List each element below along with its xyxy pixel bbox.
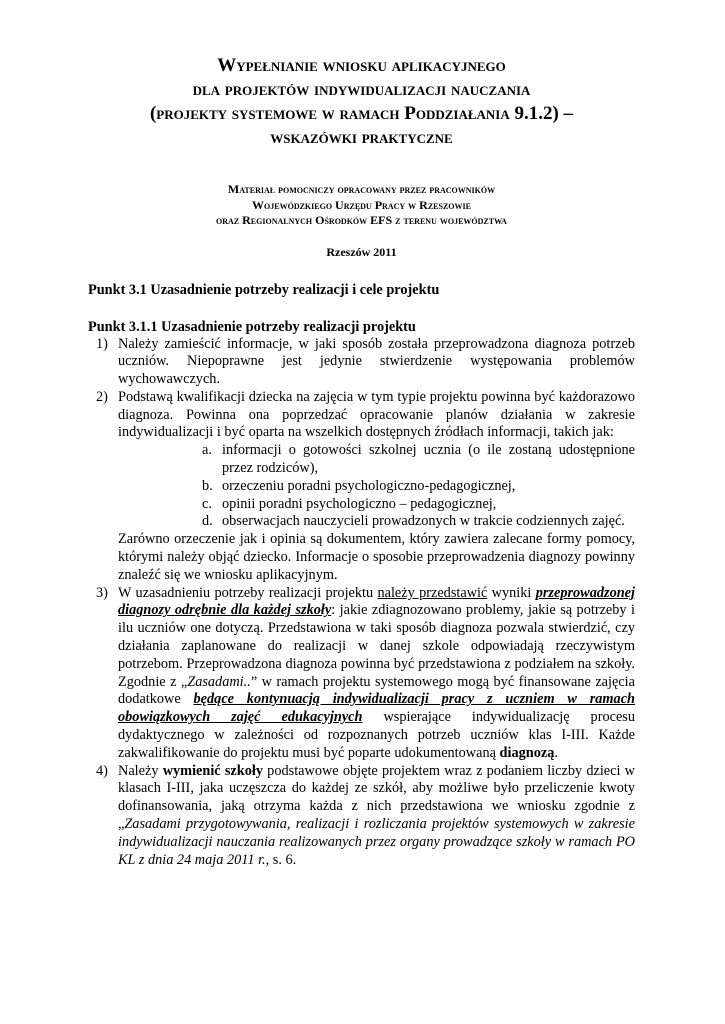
- underlined-phrase: należy przedstawić: [377, 584, 488, 601]
- sub-list-item: [202, 442, 635, 478]
- text-run: Należy: [118, 762, 163, 779]
- requirements-list: [88, 336, 635, 870]
- place-date: Rzeszów 2011: [326, 244, 397, 259]
- subtitle-line: Materiał pomocniczy opracowany przez pracowników: [227, 182, 496, 196]
- item-text: Należy zamieścić informacje, w jaki sposób została przeprowadzona diagnoza potrzeb uczniów. Niepoprawne jest jedynie stwierdzenie występowania problemów wychowawczych.: [118, 335, 635, 388]
- item-number: 3): [96, 584, 108, 601]
- text-run: : jakie zdiagnozowano problemy, jakie są potrzeby i ilu uczniów one dotyczą. Przedstawiona w taki sposób diagnoza pozwala stwierdzić, czy działania zaplanowane do realizacji w danej szkole odpowiadają rzeczywistym potrzebom. Przeprowadzona diagnoza powinna być przedstawiona z podziałem na szkoły. Zgodnie z „: [118, 602, 636, 690]
- subtitle-line: oraz Regionalnych Ośrodków EFS z terenu województwa: [216, 213, 507, 227]
- bold-phrase: wymienić szkoły: [162, 762, 263, 779]
- list-item: [88, 585, 635, 763]
- item-number: 2): [96, 388, 108, 405]
- title-line: wskazówki praktyczne: [270, 127, 453, 148]
- emphasis-phrase: będące kontynuacją indywidualizacji pracy z uczniem w ramach obowiązkowych zajęć edukacyjnych: [118, 691, 635, 726]
- emphasis-phrase: przeprowadzonej diagnozy odrębnie dla każdej szkoły: [118, 584, 635, 619]
- item-text: [118, 763, 635, 870]
- sub-item-text: orzeczeniu poradni psychologiczno-pedagogicznej,: [222, 477, 516, 494]
- text-run: podstawowe objęte projektem wraz z podaniem liczby dzieci w klasach I-III, jaka uczęszcza do każdej ze szkół, aby możliwe było przeliczenie kwoty dofinansowania, jaką otrzyma każda z nich przedstawiona we wniosku zgodnie z „: [118, 762, 635, 833]
- sub-list: [118, 442, 635, 531]
- sub-item-label: b.: [202, 477, 213, 494]
- text-run: W uzasadnieniu potrzeby realizacji projektu: [118, 584, 378, 601]
- item-text: [118, 585, 635, 763]
- item-text: Podstawą kwalifikacji dziecka na zajęcia w tym typie projektu powinna być każdorazowo diagnoza. Powinna ona poprzedzać opracowanie planów działania w zakresie indywidualizacji i być oparta na wszelkich dostępnych źródłach informacji, takich jak:: [118, 388, 635, 441]
- item-number: 1): [96, 335, 108, 352]
- sub-item-label: d.: [202, 513, 213, 530]
- italic-citation: Zasadami przygotowywania, realizacji i rozliczania projektów systemowych w zakresie indywidualizacji nauczania realizowanych przez organy prowadzące szkoły w ramach PO KL z dnia 24 maja 2011 r.: [118, 816, 635, 868]
- title-line: dla projektów indywidualizacji nauczania: [192, 79, 531, 100]
- sub-list-item: [202, 513, 635, 531]
- text-run: , s. 6.: [265, 851, 297, 868]
- text-run: wspierające indywidualizację procesu dydaktycznego w zależności od rozpoznanych potrzeb uczniów klas I-III. Każde zakwalifikowanie do projektu musi być poparte udokumentowaną: [118, 709, 636, 761]
- text-run: .: [554, 744, 558, 761]
- sub-item-label: a.: [202, 442, 212, 459]
- italic-phrase: Zasadami..: [187, 673, 251, 690]
- text-run: wyniki: [487, 584, 536, 601]
- sub-list-item: [202, 496, 635, 514]
- subsection-heading: Punkt 3.1.1 Uzasadnienie potrzeby realizacji projektu: [88, 318, 416, 335]
- list-item: [88, 389, 635, 585]
- text-run: ” w ramach projektu systemowego mogą być finansowane zajęcia dodatkowe: [118, 673, 635, 708]
- title-line: Wypełnianie wniosku aplikacyjnego: [217, 55, 506, 76]
- item-followup-text: Zarówno orzeczenie jak i opinia są dokumentem, który zawiera zalecane formy pomocy, którymi należy objąć dziecko. Informacje o sposobie przeprowadzenia diagnozy powinny znaleźć się we wniosku aplikacyjnym.: [118, 531, 635, 583]
- sub-list-item: [202, 478, 635, 496]
- list-item: [88, 763, 635, 870]
- sub-item-text: informacji o gotowości szkolnej ucznia (o ile zostaną udostępnione przez rodziców),: [222, 442, 635, 477]
- sub-item-label: c.: [202, 495, 212, 512]
- subtitle-line: Wojewódzkiego Urzędu Pracy w Rzeszowie: [252, 197, 471, 212]
- item-number: 4): [96, 762, 108, 779]
- title-line: (projekty systemowe w ramach Poddziałania 9.1.2) –: [149, 103, 574, 124]
- document-title: [88, 54, 635, 150]
- document-subtitle: [88, 182, 635, 229]
- section-heading: Punkt 3.1 Uzasadnienie potrzeby realizacji i cele projektu: [88, 281, 440, 298]
- sub-item-text: obserwacjach nauczycieli prowadzonych w trakcie codziennych zajęć.: [222, 513, 625, 530]
- list-item: [88, 336, 635, 389]
- sub-item-text: opinii poradni psychologiczno – pedagogicznej,: [222, 495, 497, 512]
- bold-phrase: diagnozą: [499, 744, 555, 761]
